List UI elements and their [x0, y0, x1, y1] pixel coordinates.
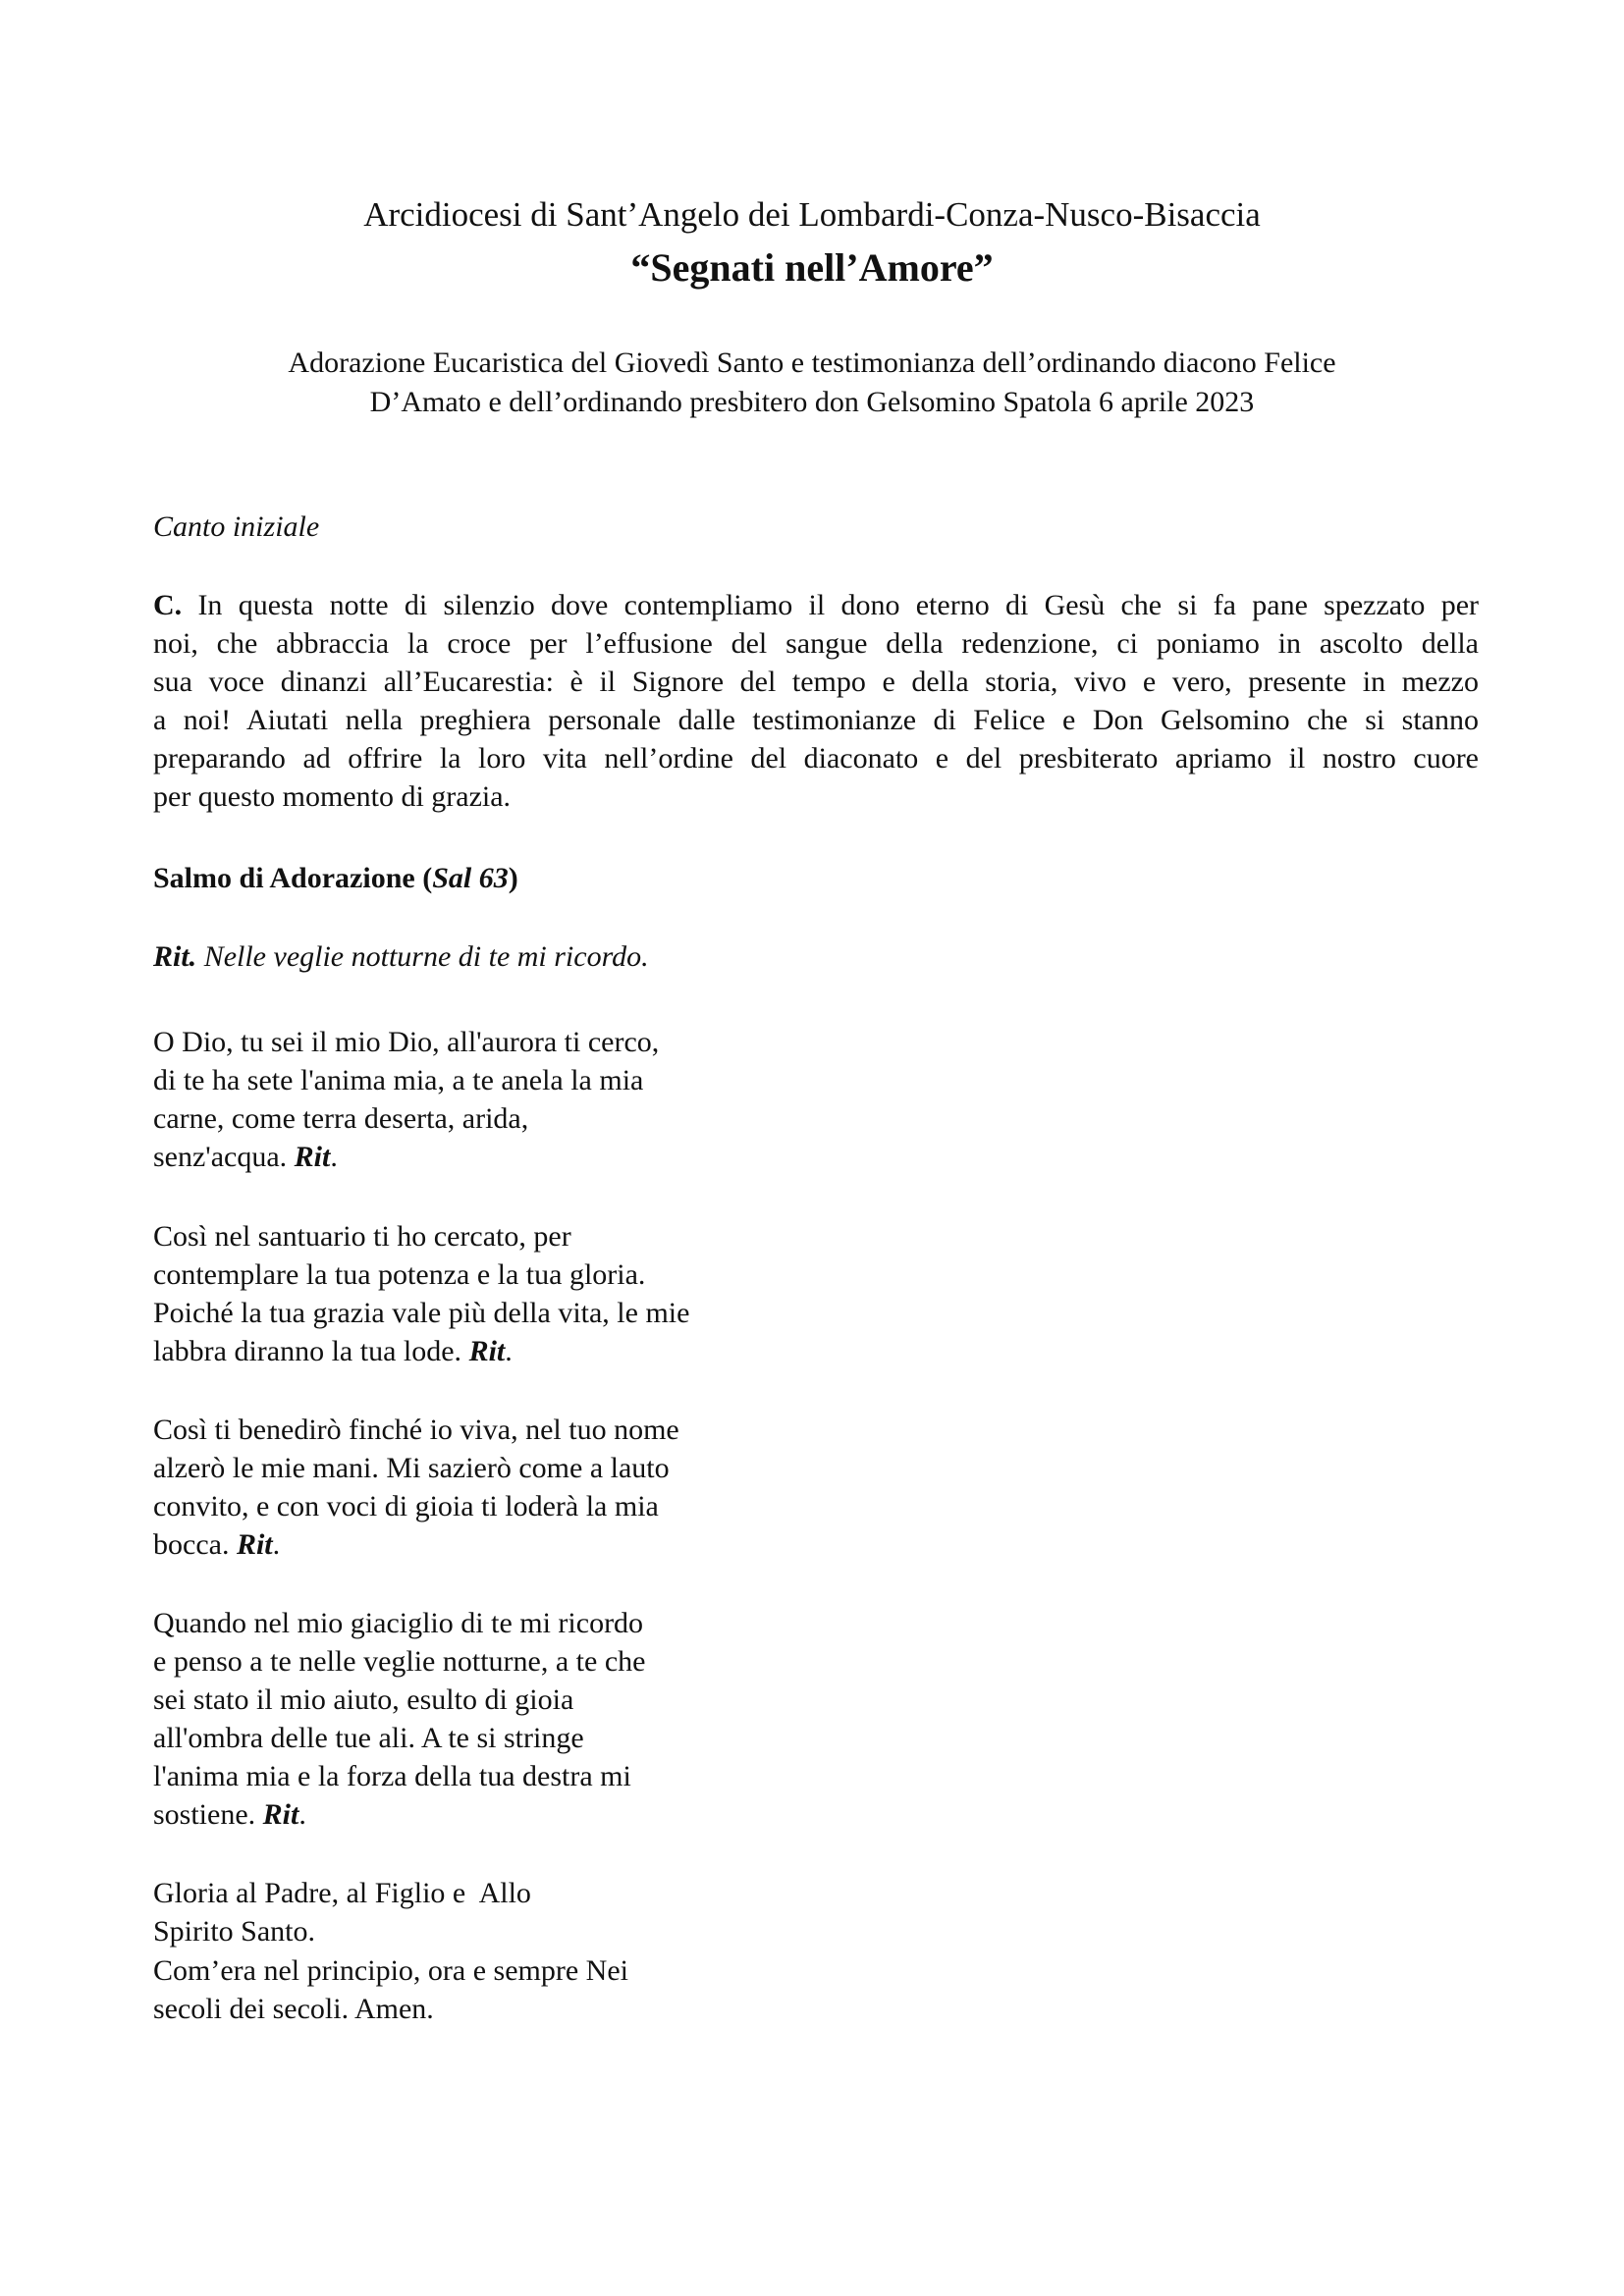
stanza-line: Com’era nel principio, ora e sempre Nei	[153, 1954, 628, 1987]
stanza-line: O Dio, tu sei il mio Dio, all'aurora ti cerco,	[153, 1026, 660, 1058]
refrain: Rit. Nelle veglie notturne di te mi ricordo.	[153, 940, 649, 973]
intro-line: preparando ad offrire la loro vita nell’ordine del diaconato e del presbiterato apriamo il nostro cuore	[153, 742, 1479, 774]
stanza-line: e penso a te nelle veglie notturne, a te che	[153, 1645, 646, 1678]
intro-paragraph	[153, 586, 1479, 816]
psalm-stanza	[153, 1023, 659, 1176]
stanza-line: sostiene. Rit.	[153, 1798, 306, 1831]
intro-line: per questo momento di grazia.	[153, 780, 512, 813]
stanza-line: labbra diranno la tua lode. Rit.	[153, 1335, 513, 1367]
psalm-stanza	[153, 1217, 689, 1370]
stanza-line: di te ha sete l'anima mia, a te anela la mia	[153, 1064, 644, 1096]
diocese-name: Arcidiocesi di Sant’Angelo dei Lombardi-Conza-Nusco-Bisaccia	[363, 195, 1261, 234]
stanza-line: contemplare la tua potenza e la tua gloria.	[153, 1258, 646, 1291]
salmo-heading: Salmo di Adorazione (Sal 63)	[153, 862, 518, 894]
stanza-line: Così ti benedirò finché io viva, nel tuo nome	[153, 1414, 679, 1446]
stanza-line: Così nel santuario ti ho cercato, per	[153, 1220, 571, 1253]
stanza-line: secoli dei secoli. Amen.	[153, 1993, 434, 2025]
refrain-marker: Rit	[236, 1528, 273, 1561]
canto-iniziale: Canto iniziale	[153, 510, 320, 543]
stanza-line: Spirito Santo.	[153, 1915, 316, 1948]
stanza-line: convito, e con voci di gioia ti loderà la mia	[153, 1490, 659, 1522]
celebrant-marker: C.	[153, 589, 183, 621]
psalm-stanza	[153, 1411, 679, 1564]
intro-line: sua voce dinanzi all’Eucarestia: è il Signore del tempo e della storia, vivo e vero, presente in mezzo	[153, 666, 1479, 698]
refrain-label: Rit.	[153, 940, 197, 973]
refrain-marker: Rit	[468, 1335, 506, 1367]
document-subtitle	[0, 344, 1624, 422]
document-title: “Segnati nell’Amore”	[630, 245, 994, 290]
stanza-line: Quando nel mio giaciglio di te mi ricordo	[153, 1607, 644, 1639]
psalm-stanza	[153, 1604, 645, 1834]
stanza-line: l'anima mia e la forza della tua destra mi	[153, 1760, 631, 1792]
stanza-line: alzerò le mie mani. Mi sazierò come a lauto	[153, 1452, 670, 1484]
intro-line: a noi! Aiutati nella preghiera personale dalle testimonianze di Felice e Don Gelsomino che si stanno	[153, 704, 1479, 736]
stanza-line: Poiché la tua grazia vale più della vita, le mie	[153, 1297, 690, 1329]
stanza-line: all'ombra delle tue ali. A te si stringe	[153, 1722, 584, 1754]
subtitle-line: Adorazione Eucaristica del Giovedì Santo e testimonianza dell’ordinando diacono Felice	[288, 347, 1336, 379]
intro-line: C. In questa notte di silenzio dove contempliamo il dono eterno di Gesù che si fa pane spezzato per	[153, 589, 1479, 621]
gloria-doxology	[153, 1874, 531, 1950]
stanza-line: bocca. Rit.	[153, 1528, 281, 1561]
subtitle-line: D’Amato e dell’ordinando presbitero don Gelsomino Spatola 6 aprile 2023	[369, 386, 1255, 418]
comera-doxology	[153, 1951, 628, 2028]
refrain-marker: Rit	[262, 1798, 299, 1831]
stanza-line: Gloria al Padre, al Figlio e Allo	[153, 1877, 531, 1909]
stanza-line: sei stato il mio aiuto, esulto di gioia	[153, 1683, 574, 1716]
stanza-line: carne, come terra deserta, arida,	[153, 1102, 529, 1135]
refrain-marker: Rit	[294, 1141, 331, 1173]
psalm-reference: Sal 63	[432, 862, 509, 894]
stanza-line: senz'acqua. Rit.	[153, 1141, 338, 1173]
intro-line: noi, che abbraccia la croce per l’effusione del sangue della redenzione, ci poniamo in ascolto della	[153, 627, 1479, 660]
